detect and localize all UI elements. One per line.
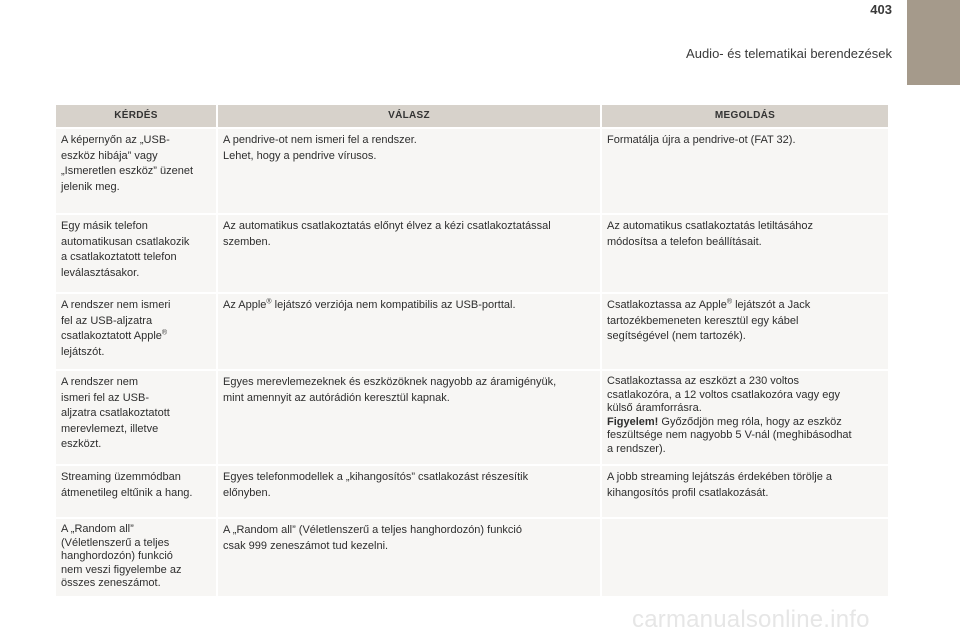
text-line: Az automatikus csatlakoztatás letiltásához [607,220,814,232]
row-3-answer [218,294,600,369]
text-line: (Véletlenszerű a teljes [61,536,170,549]
text-line: hanghordozón) funkció [61,550,173,562]
row-2-answer [218,215,600,292]
registered-mark: ® [726,298,733,306]
text-line: előnyben. [223,486,271,499]
text-line [61,329,211,345]
text-line: eszközt. [61,438,102,450]
row-1-solution [602,129,888,213]
text-line: A jobb streaming lejátszás érdekében törölje a [607,471,833,483]
text-line: csak 999 zeneszámot tud kezelni. [223,539,389,552]
text-line: a rendszer). [607,442,666,455]
text-line: lejátszót. [61,345,105,358]
text-fragment: Az Apple [223,299,267,311]
row-2-solution [602,215,888,292]
text-line: aljzatra csatlakoztatott [61,407,170,419]
text-line: Formatálja újra a pendrive-ot (FAT 32). [607,134,796,146]
row-6-solution [602,519,888,596]
text-line: Streaming üzemmódban [61,471,181,483]
text-line [607,416,883,430]
text-line: A „Random all” [61,523,134,535]
row-1-question [56,129,216,213]
text-line: leválasztásakor. [61,266,140,279]
row-6-question [56,519,216,596]
text-line [607,298,883,314]
row-5-question [56,466,216,517]
text-line: nem veszi figyelembe az [61,563,182,576]
chapter-tab [907,0,960,85]
text-line: jelenik meg. [61,180,120,193]
text-line: átmenetileg eltűnik a hang. [61,486,193,499]
text-fragment: lejátszó verziója nem kompatibilis az USB-porttal. [271,299,516,311]
text-line: A „Random all” (Véletlenszerű a teljes hanghordozón) funkció [223,524,522,536]
row-4-question [56,371,216,464]
text-line: Az automatikus csatlakoztatás előnyt élvez a kézi csatlakoztatással [223,220,551,232]
text-line: feszültsége nem nagyobb 5 V-nál (meghibásodhat [607,429,852,441]
text-line: szemben. [223,235,271,248]
row-1-answer [218,129,600,213]
registered-mark: ® [161,329,168,337]
troubleshooting-table [56,105,886,596]
column-header-solution: MEGOLDÁS [602,105,888,127]
text-line: kihangosítós profil csatlakozását. [607,486,769,499]
text-fragment: Csatlakoztassa az Apple [607,299,727,311]
text-line: mint amennyit az autórádión keresztül kapnak. [223,391,450,404]
row-5-answer [218,466,600,517]
row-5-solution [602,466,888,517]
row-6-answer [218,519,600,596]
text-line: ismeri fel az USB- [61,391,150,404]
row-4-solution [602,371,888,464]
row-3-question [56,294,216,369]
registered-mark: ® [266,298,272,306]
section-title: Audio- és telematikai berendezések [686,46,892,61]
text-line: a csatlakoztatott telefon [61,251,177,263]
column-header-question: KÉRDÉS [56,105,216,127]
text-fragment: lejátszót a Jack [732,299,811,311]
text-line: fel az USB-aljzatra [61,314,153,327]
text-line: Egyes telefonmodellek a „kihangosítós” csatlakozást részesítik [223,471,529,483]
text-line: Egyes merevlemezeknek és eszközöknek nagyobb az áramigényük, [223,376,557,388]
text-line: „Ismeretlen eszköz” üzenet [61,165,194,177]
text-line: külső áramforrásra. [607,402,702,414]
text-line: módosítsa a telefon beállításait. [607,235,762,248]
text-line: Egy másik telefon [61,220,148,232]
watermark: carmanualsonline.info [632,606,870,633]
row-4-answer [218,371,600,464]
text-fragment: csatlakoztatott Apple [61,330,162,342]
text-line: segítségével (nem tartozék). [607,330,746,342]
text-line: Lehet, hogy a pendrive vírusos. [223,149,377,162]
text-line: merevlemezt, illetve [61,422,159,435]
row-2-question [56,215,216,292]
text-line: A rendszer nem ismeri [61,299,171,311]
text-line: automatikusan csatlakozik [61,235,190,248]
text-fragment: Győződjön meg róla, hogy az eszköz [658,415,842,428]
text-line: A pendrive-ot nem ismeri fel a rendszer. [223,134,417,146]
text-line: összes zeneszámot. [61,577,161,589]
text-line: A képernyőn az „USB- [61,134,170,146]
text-line: Csatlakoztassa az eszközt a 230 voltos [607,375,799,387]
text-line: A rendszer nem [61,376,139,388]
text-line: eszköz hibája” vagy [61,149,158,162]
text-line: tartozékbemeneten keresztül egy kábel [607,314,799,327]
warning-label: Figyelem! [607,415,659,428]
text-line: csatlakozóra, a 12 voltos csatlakozóra vagy egy [607,388,840,401]
page-number: 403 [870,2,892,17]
text-line [223,298,595,314]
column-header-answer: VÁLASZ [218,105,600,127]
row-3-solution [602,294,888,369]
